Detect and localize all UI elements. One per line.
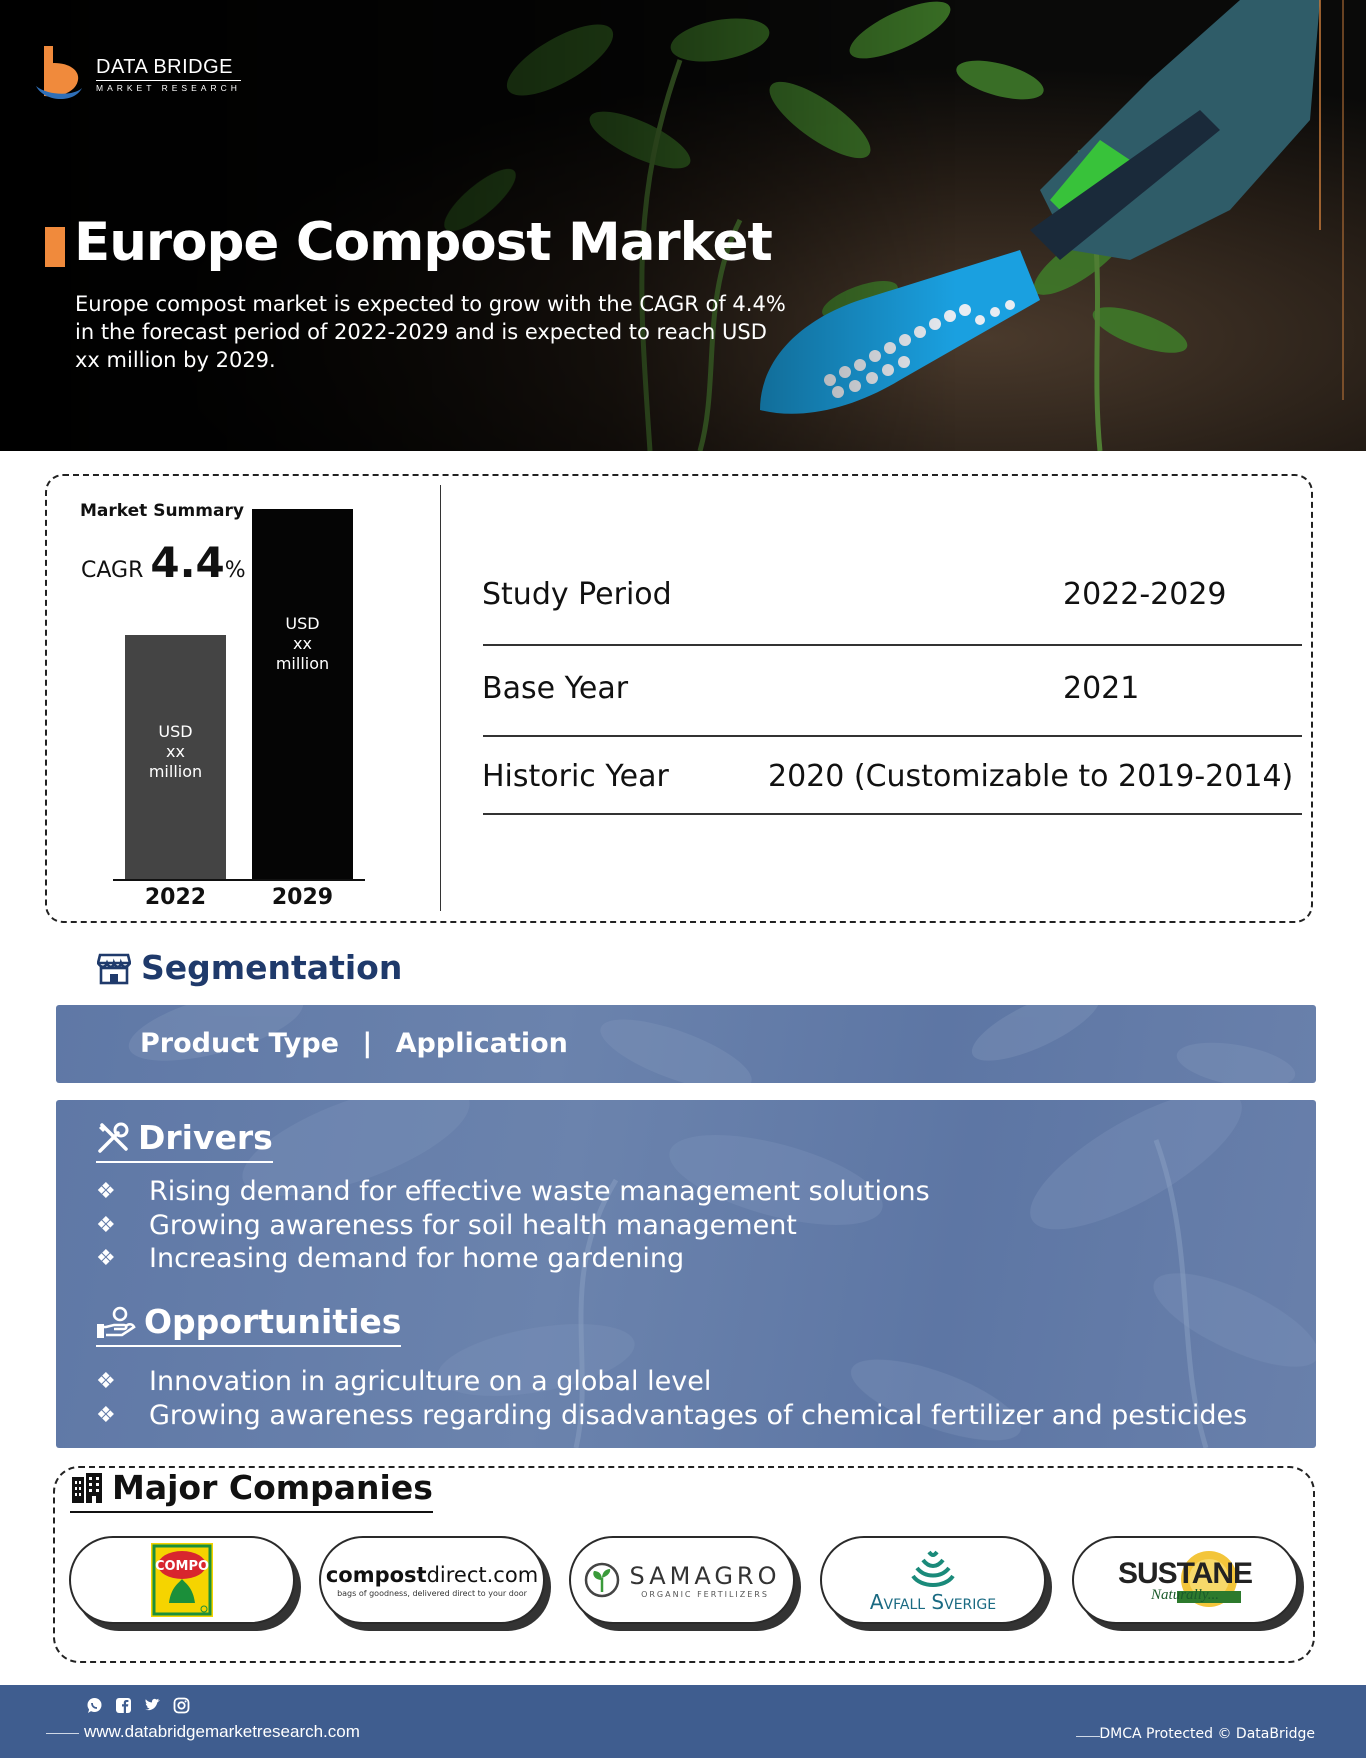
bullet-icon: ❖	[96, 1179, 116, 1205]
website-link[interactable]: www.databridgemarketresearch.com	[84, 1722, 360, 1741]
segment-product-type[interactable]: Product Type	[140, 1028, 339, 1059]
opportunities-list	[96, 1365, 1247, 1432]
opportunities-title: Opportunities	[144, 1302, 402, 1341]
sprout-icon	[584, 1562, 620, 1598]
whatsapp-icon[interactable]	[86, 1697, 103, 1714]
avfall-name: Avfall Sverige	[869, 1590, 997, 1614]
page-title: Europe Compost Market	[74, 212, 772, 273]
cagr-suffix: %	[224, 558, 246, 583]
page-subtitle: Europe compost market is expected to grow with the CAGR of 4.4% in the forecast period of 2022-2029 and is expected to reach USD xx million by 2029.	[75, 292, 786, 372]
list-item	[96, 1399, 1247, 1433]
dmca-notice: DMCA Protected © DataBridge	[1099, 1726, 1315, 1742]
facebook-icon[interactable]	[115, 1697, 132, 1714]
brand-tagline: MARKET RESEARCH	[96, 80, 241, 93]
opportunity-text: Growing awareness regarding disadvantages of chemical fertilizer and pesticides	[149, 1399, 1248, 1431]
cagr-value: 4.4	[150, 538, 225, 587]
samagro-name: SAMAGRO	[629, 1561, 781, 1590]
companies-header	[70, 1468, 433, 1513]
drivers-list	[96, 1175, 930, 1276]
segment-separator: |	[362, 1028, 373, 1059]
historic-year-value: 2020 (Customizable to 2019-2014)	[768, 759, 1294, 794]
row-divider	[483, 735, 1302, 737]
chart-year-label: 2022	[144, 885, 207, 910]
chart-baseline	[113, 879, 365, 881]
chart-bar-2022	[125, 635, 226, 879]
title-accent-bar	[45, 227, 65, 267]
chart-year-label: 2029	[271, 885, 334, 910]
segmentation-list	[140, 1028, 568, 1059]
chart-bar-label: USD xx million	[148, 722, 203, 781]
cagr-readout	[81, 538, 246, 587]
compo-logo-text: COMPO	[154, 1559, 210, 1574]
base-year-label: Base Year	[482, 671, 629, 706]
company-logo-samagro[interactable]	[569, 1536, 801, 1632]
brand-logo[interactable]	[34, 46, 241, 102]
segmentation-header	[97, 948, 402, 987]
market-summary-label: Market Summary	[80, 501, 244, 521]
drivers-header	[96, 1118, 273, 1163]
segment-application[interactable]: Application	[395, 1028, 568, 1059]
dmca-divider	[1076, 1736, 1100, 1737]
brand-name: DATA BRIDGE	[96, 55, 234, 78]
historic-year-label: Historic Year	[482, 759, 669, 794]
bullet-icon: ❖	[96, 1246, 116, 1272]
buildings-icon	[70, 1471, 104, 1505]
base-year-value: 2021	[1063, 671, 1140, 706]
opportunities-header	[96, 1302, 401, 1347]
list-item	[96, 1365, 1247, 1399]
compostdirect-wordmark: compostdirect.com	[325, 1562, 539, 1587]
sustane-name: SUSTANE	[1117, 1556, 1253, 1590]
twitter-icon[interactable]	[144, 1697, 161, 1714]
chart-bar-2029	[252, 509, 353, 879]
bullet-icon: ❖	[96, 1369, 116, 1395]
bullet-icon: ❖	[96, 1402, 116, 1428]
compostdirect-tagline: bags of goodness, delivered direct to your door	[337, 1588, 527, 1598]
list-item	[96, 1209, 930, 1243]
social-links	[86, 1697, 190, 1714]
companies-title: Major Companies	[112, 1468, 433, 1507]
driver-text: Increasing demand for home gardening	[149, 1243, 685, 1275]
segmentation-title: Segmentation	[141, 948, 403, 987]
compo-logo	[151, 1543, 213, 1617]
samagro-tagline: ORGANIC FERTILIZERS	[641, 1589, 769, 1599]
store-icon	[97, 951, 131, 985]
sustane-tagline: Naturally...	[1151, 1586, 1219, 1603]
url-divider	[46, 1733, 79, 1734]
list-item	[96, 1242, 930, 1276]
company-logo-compo[interactable]	[69, 1536, 301, 1632]
company-logo-avfall-sverige[interactable]	[820, 1536, 1052, 1632]
summary-divider	[440, 485, 441, 911]
instagram-icon[interactable]	[173, 1697, 190, 1714]
driver-text: Rising demand for effective waste management solutions	[149, 1176, 930, 1208]
cagr-prefix: CAGR	[81, 558, 144, 583]
opportunity-text: Innovation in agriculture on a global level	[149, 1366, 712, 1398]
driver-text: Growing awareness for soil health management	[149, 1209, 797, 1241]
list-item	[96, 1175, 930, 1209]
hero-banner	[0, 0, 1366, 451]
tools-icon	[96, 1121, 130, 1155]
chart-bar-label: USD xx million	[275, 614, 330, 673]
drivers-title: Drivers	[138, 1118, 273, 1157]
study-period-label: Study Period	[482, 577, 672, 612]
hand-coin-icon	[96, 1305, 136, 1339]
study-period-value: 2022-2029	[1063, 577, 1227, 612]
row-divider	[483, 813, 1302, 815]
bullet-icon: ❖	[96, 1212, 116, 1238]
company-logo-sustane[interactable]	[1072, 1536, 1304, 1632]
avfall-swirl-icon	[907, 1546, 959, 1590]
brand-logo-icon	[34, 46, 86, 102]
company-logo-compostdirect[interactable]	[319, 1536, 551, 1632]
row-divider	[483, 644, 1302, 646]
